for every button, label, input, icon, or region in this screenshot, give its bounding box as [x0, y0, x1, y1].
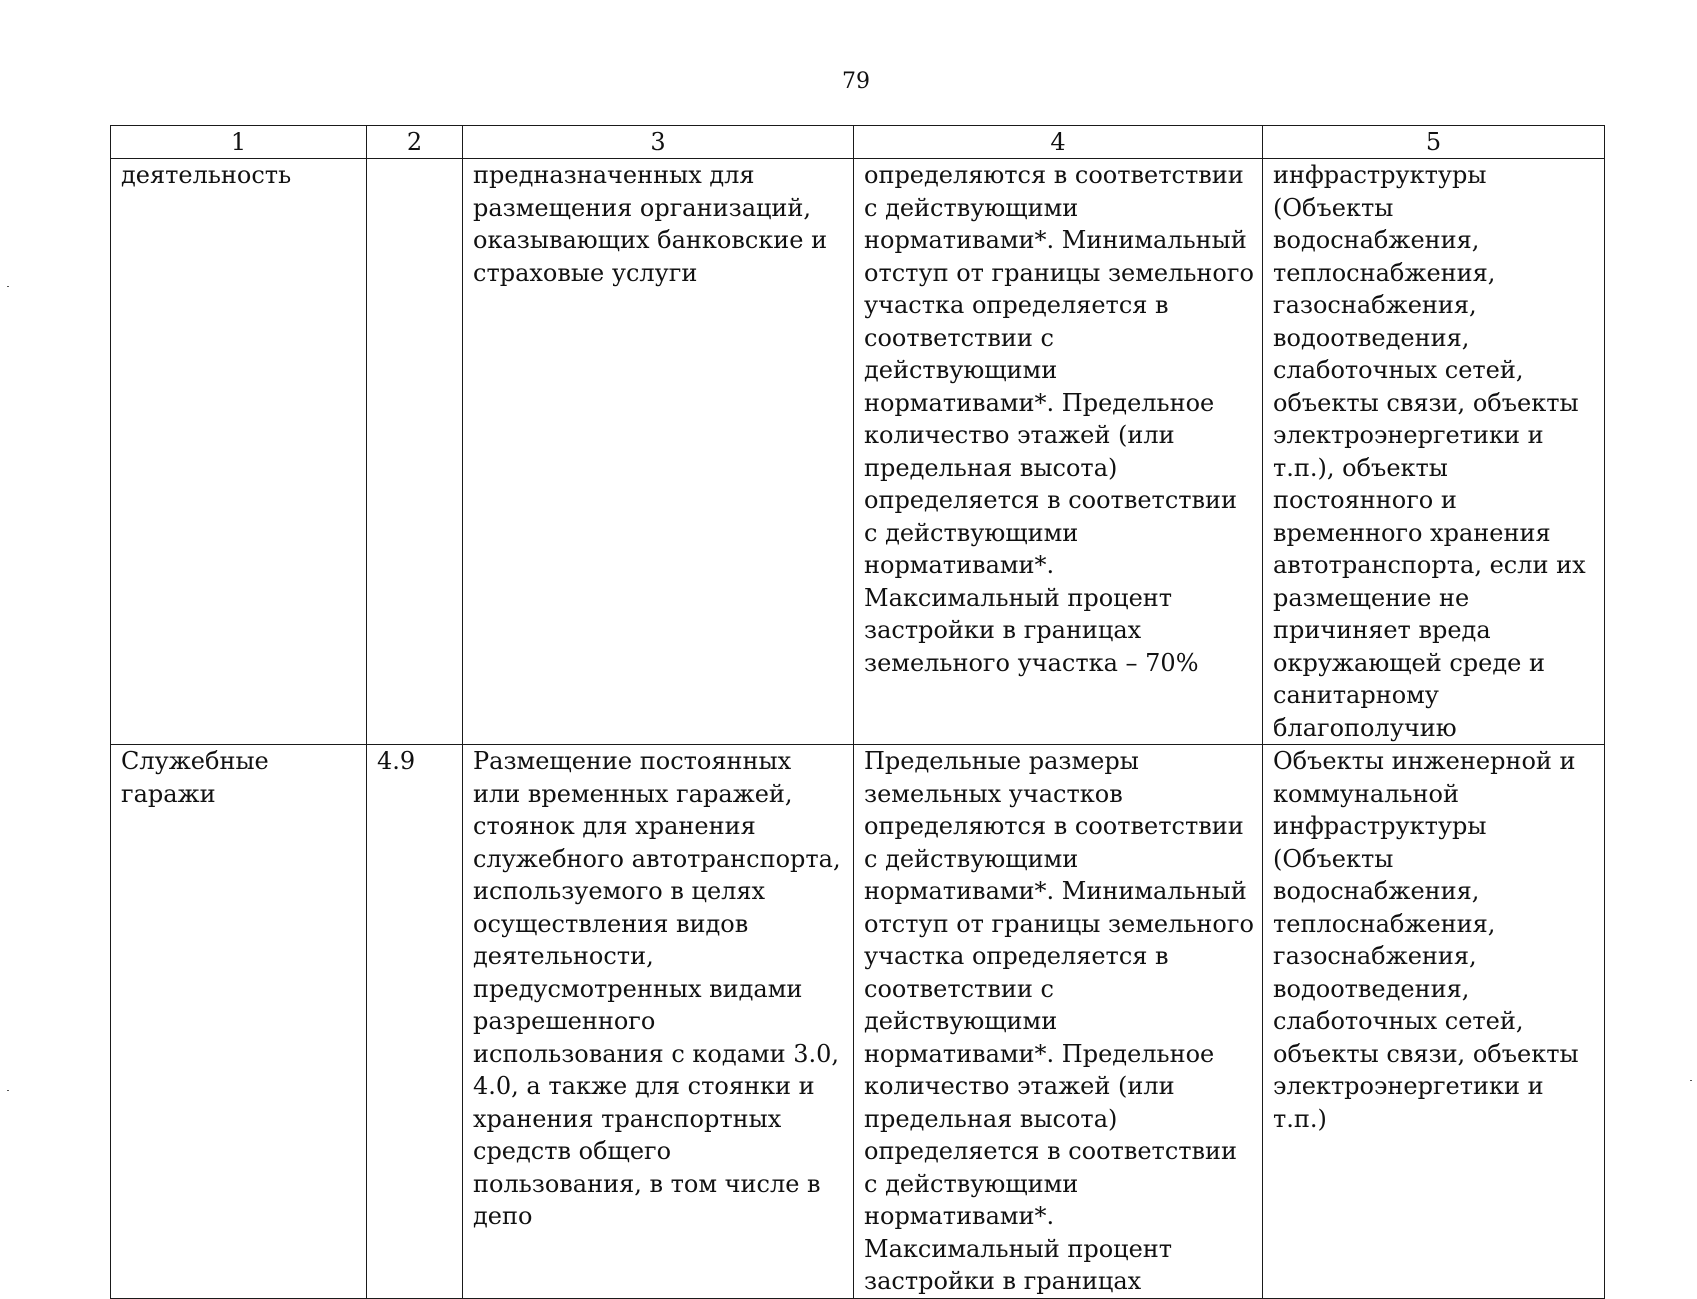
cell-use-description — [463, 159, 854, 745]
parameters-text: Предельные размеры земельных участков определяются в соответствии с действующими нормативами*. Минимальный отступ от границы земельного участка определяется в соответствии с действующими нормативами*. Предельное количество этажей (или предельная высота) определяется в соответствии с действующими нормативами*. Максимальный процент застройки в границах — [864, 747, 1254, 1295]
column-header-3: 3 — [463, 126, 854, 159]
use-name-text: деятельность — [121, 161, 292, 189]
table-row — [111, 159, 1605, 745]
cell-use-description — [463, 745, 854, 1299]
auxiliary-uses-text: инфраструктуры (Объекты водоснабжения, теплоснабжения, газоснабжения, водоотведения, слаботочных сетей, объекты связи, объекты электроэнергетики и т.п.), объекты постоянного и временного хранения автотранспорта, если их размещение не причиняет вреда окружающей среде и санитарному благополучию — [1273, 161, 1586, 742]
scan-edge-mark — [1690, 1080, 1692, 1081]
page-number: 79 — [842, 69, 870, 94]
scan-edge-mark — [7, 286, 9, 287]
scan-edge-mark — [7, 1090, 9, 1091]
column-header-5: 5 — [1263, 126, 1605, 159]
column-header-1: 1 — [111, 126, 367, 159]
column-header-4: 4 — [854, 126, 1263, 159]
cell-auxiliary-uses — [1263, 159, 1605, 745]
use-description-text: предназначенных для размещения организаций, оказывающих банковские и страховые услуги — [473, 161, 828, 287]
cell-use-name — [111, 745, 367, 1299]
column-header-2: 2 — [367, 126, 463, 159]
cell-parameters — [854, 745, 1263, 1299]
use-name-text: Служебные гаражи — [121, 747, 269, 808]
cell-auxiliary-uses — [1263, 745, 1605, 1299]
use-code-text: 4.9 — [377, 747, 416, 775]
use-description-text: Размещение постоянных или временных гаражей, стоянок для хранения служебного автотранспорта, используемого в целях осуществления видов деятельности, предусмотренных видами разрешенного использования с кодами 3.0, 4.0, а также для стоянки и хранения транспортных средств общего пользования, в том числе в депо — [473, 747, 841, 1230]
cell-use-code — [367, 159, 463, 745]
cell-parameters — [854, 159, 1263, 745]
parameters-text: определяются в соответствии с действующими нормативами*. Минимальный отступ от границы земельного участка определяется в соответствии с действующими нормативами*. Предельное количество этажей (или предельная высота) определяется в соответствии с действующими нормативами*. Максимальный процент застройки в границах земельного участка – 70% — [864, 161, 1254, 677]
zoning-table — [110, 125, 1605, 1299]
table-row — [111, 745, 1605, 1299]
table-header-row — [111, 126, 1605, 159]
cell-use-code — [367, 745, 463, 1299]
auxiliary-uses-text: Объекты инженерной и коммунальной инфраструктуры (Объекты водоснабжения, теплоснабжения, газоснабжения, водоотведения, слаботочных сетей, объекты связи, объекты электроэнергетики и т.п.) — [1273, 747, 1579, 1133]
cell-use-name — [111, 159, 367, 745]
